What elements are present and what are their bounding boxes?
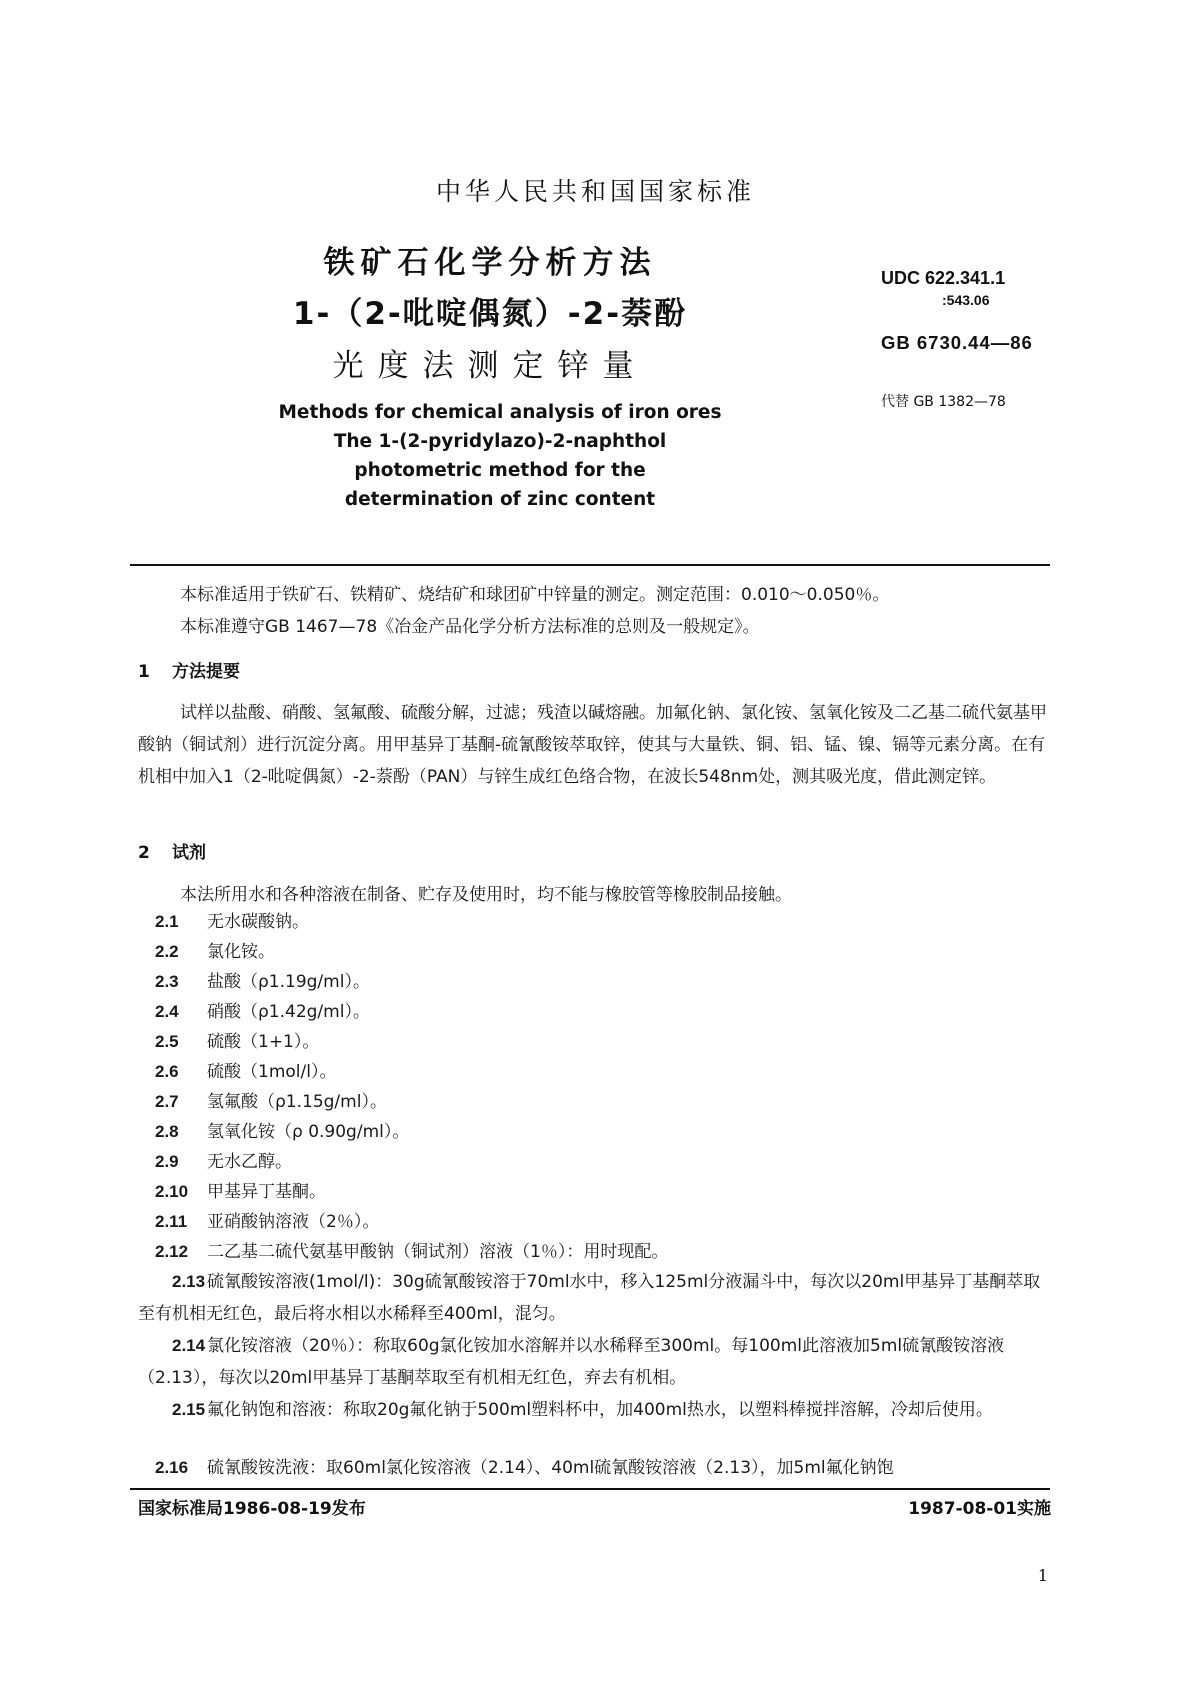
reagent-text: 甲基异丁基酮。 (207, 1182, 326, 1202)
reagent-text: 硫酸（1mol/l）。 (207, 1062, 337, 1082)
reagent-text: 氯化铵溶液（20％）：称取60g氯化铵加水溶解并以水稀释至300ml。每100ml此溶液加5ml硫氰酸铵溶液（2.13），每次以20ml甲基异丁基酮萃取至有机相无红色，弃去有机相。 (138, 1336, 1005, 1388)
reagent-item (155, 966, 1050, 998)
reagent-text: 盐酸（ρ1.19g/ml）。 (207, 972, 370, 992)
title-zh-line-2: 1-（2-吡啶偶氮）-2-萘酚 (292, 296, 688, 332)
reagent-item (155, 1056, 1050, 1088)
reagent-text: 硝酸（ρ1.42g/ml）。 (207, 1002, 370, 1022)
footer-divider (130, 1488, 1050, 1490)
intro-compliance: 本标准遵守GB 1467—78《冶金产品化学分析方法标准的总则及一般规定》。 (180, 617, 760, 637)
issue-date: 国家标准局1986-08-19发布 (138, 1499, 366, 1519)
reagent-number: 2.15 (172, 1400, 206, 1419)
reagent-number: 2.8 (155, 1122, 179, 1141)
reagent-text: 硫酸（1+1）。 (207, 1032, 320, 1052)
section-2-title: 试剂 (172, 843, 206, 863)
title-en-line-4: determination of zinc content (344, 489, 656, 510)
reagent-number: 2.14 (172, 1336, 206, 1355)
udc-code: UDC 622.341.1 (881, 268, 1006, 288)
reagent-number: 2.4 (155, 1002, 179, 1021)
reagent-number: 2.11 (155, 1212, 188, 1231)
reagent-number: 2.7 (155, 1092, 179, 1111)
title-en-line-2: The 1-(2-pyridylazo)-2-naphthol (333, 431, 667, 452)
effective-date: 1987-08-01实施 (908, 1499, 1051, 1519)
reagent-item (155, 1026, 1050, 1058)
reagent-text: 氯化铵。 (207, 942, 275, 962)
reagent-number: 2.16 (155, 1458, 189, 1477)
reagent-item (138, 1266, 1050, 1330)
reagent-text: 二乙基二硫代氨基甲酸钠（铜试剂）溶液（1％）：用时现配。 (207, 1242, 669, 1262)
udc-code-continued: :543.06 (942, 292, 990, 308)
reagent-number: 2.10 (155, 1182, 189, 1201)
reagent-item (155, 996, 1050, 1028)
reagent-item (155, 1146, 1050, 1178)
section-2-number: 2 (138, 843, 150, 863)
reagent-text: 硫氰酸铵洗液：取60ml氯化铵溶液（2.14）、40ml硫氰酸铵溶液（2.13），加5ml氟化钠饱 (207, 1458, 894, 1478)
reagent-text: 亚硝酸钠溶液（2％）。 (207, 1212, 380, 1232)
reagent-item (155, 1452, 1050, 1484)
reagent-item (155, 1176, 1050, 1208)
reagent-item (138, 1330, 1050, 1394)
reagent-text: 硫氰酸铵溶液(1mol/l)：30g硫氰酸铵溶于70ml水中，移入125ml分液漏斗中，每次以20ml甲基异丁基酮萃取至有机相无红色，最后将水相以水稀释至400ml，混匀。 (138, 1272, 1041, 1324)
reagent-number: 2.2 (155, 942, 179, 961)
reagent-item (155, 1116, 1050, 1148)
reagent-item (155, 906, 1050, 938)
section-1-number: 1 (138, 662, 150, 682)
intro-scope: 本标准适用于铁矿石、铁精矿、烧结矿和球团矿中锌量的测定。测定范围：0.010～0.050％。 (180, 585, 890, 605)
reagent-item (155, 1206, 1050, 1238)
reagent-text: 氟化钠饱和溶液：称取20g氟化钠于500ml塑料杯中，加400ml热水，以塑料棒搅拌溶解，冷却后使用。 (207, 1400, 993, 1420)
reagent-number: 2.6 (155, 1062, 179, 1081)
reagent-item (138, 1394, 1050, 1426)
title-zh-line-1: 铁矿石化学分析方法 (323, 245, 657, 281)
section-1-heading (138, 657, 240, 682)
reagent-item (155, 1236, 1050, 1268)
reagent-number: 2.12 (155, 1242, 189, 1261)
reagent-text: 氢氧化铵（ρ 0.90g/ml）。 (207, 1122, 410, 1142)
reagent-item (155, 936, 1050, 968)
reagent-number: 2.1 (155, 912, 179, 931)
title-zh-line-3: 光度法测定锌量 (332, 348, 648, 384)
reagent-number: 2.5 (155, 1032, 179, 1051)
header-divider (130, 564, 1050, 566)
gb-code: GB 6730.44—86 (881, 332, 1033, 353)
reagent-number: 2.9 (155, 1152, 179, 1171)
reagent-text: 无水乙醇。 (207, 1152, 292, 1172)
replaces-standard: 代替 GB 1382—78 (881, 394, 1006, 410)
section-1-title: 方法提要 (172, 662, 240, 682)
section-2-heading (138, 838, 206, 863)
title-en (230, 398, 770, 514)
reagent-number: 2.3 (155, 972, 179, 991)
section-1-text: 试样以盐酸、硝酸、氢氟酸、硫酸分解，过滤；残渣以碱熔融。加氟化钠、氯化铵、氢氧化铵及二乙基二硫代氨基甲酸钠（铜试剂）进行沉淀分离。用甲基异丁基酮-硫氰酸铵萃取锌，使其与大量铁、铜、铝、锰、镍、镉等元素分离。在有机相中加入1（2-吡啶偶氮）-2-萘酚（PAN）与锌生成红色络合物，在波长548nm处，测其吸光度，借此测定锌。 (138, 703, 1047, 787)
reagent-number: 2.13 (172, 1272, 206, 1291)
section-2-intro: 本法所用水和各种溶液在制备、贮存及使用时，均不能与橡胶管等橡胶制品接触。 (180, 885, 792, 905)
reagent-item (155, 1086, 1050, 1118)
reagent-text: 无水碳酸钠。 (207, 912, 309, 932)
national-standard-heading: 中华人民共和国国家标准 (435, 177, 755, 206)
page-number: 1 (1037, 1566, 1048, 1585)
title-en-line-3: photometric method for the (354, 460, 646, 481)
reagent-text: 氢氟酸（ρ1.15g/ml）。 (207, 1092, 387, 1112)
title-en-line-1: Methods for chemical analysis of iron ores (278, 402, 722, 423)
